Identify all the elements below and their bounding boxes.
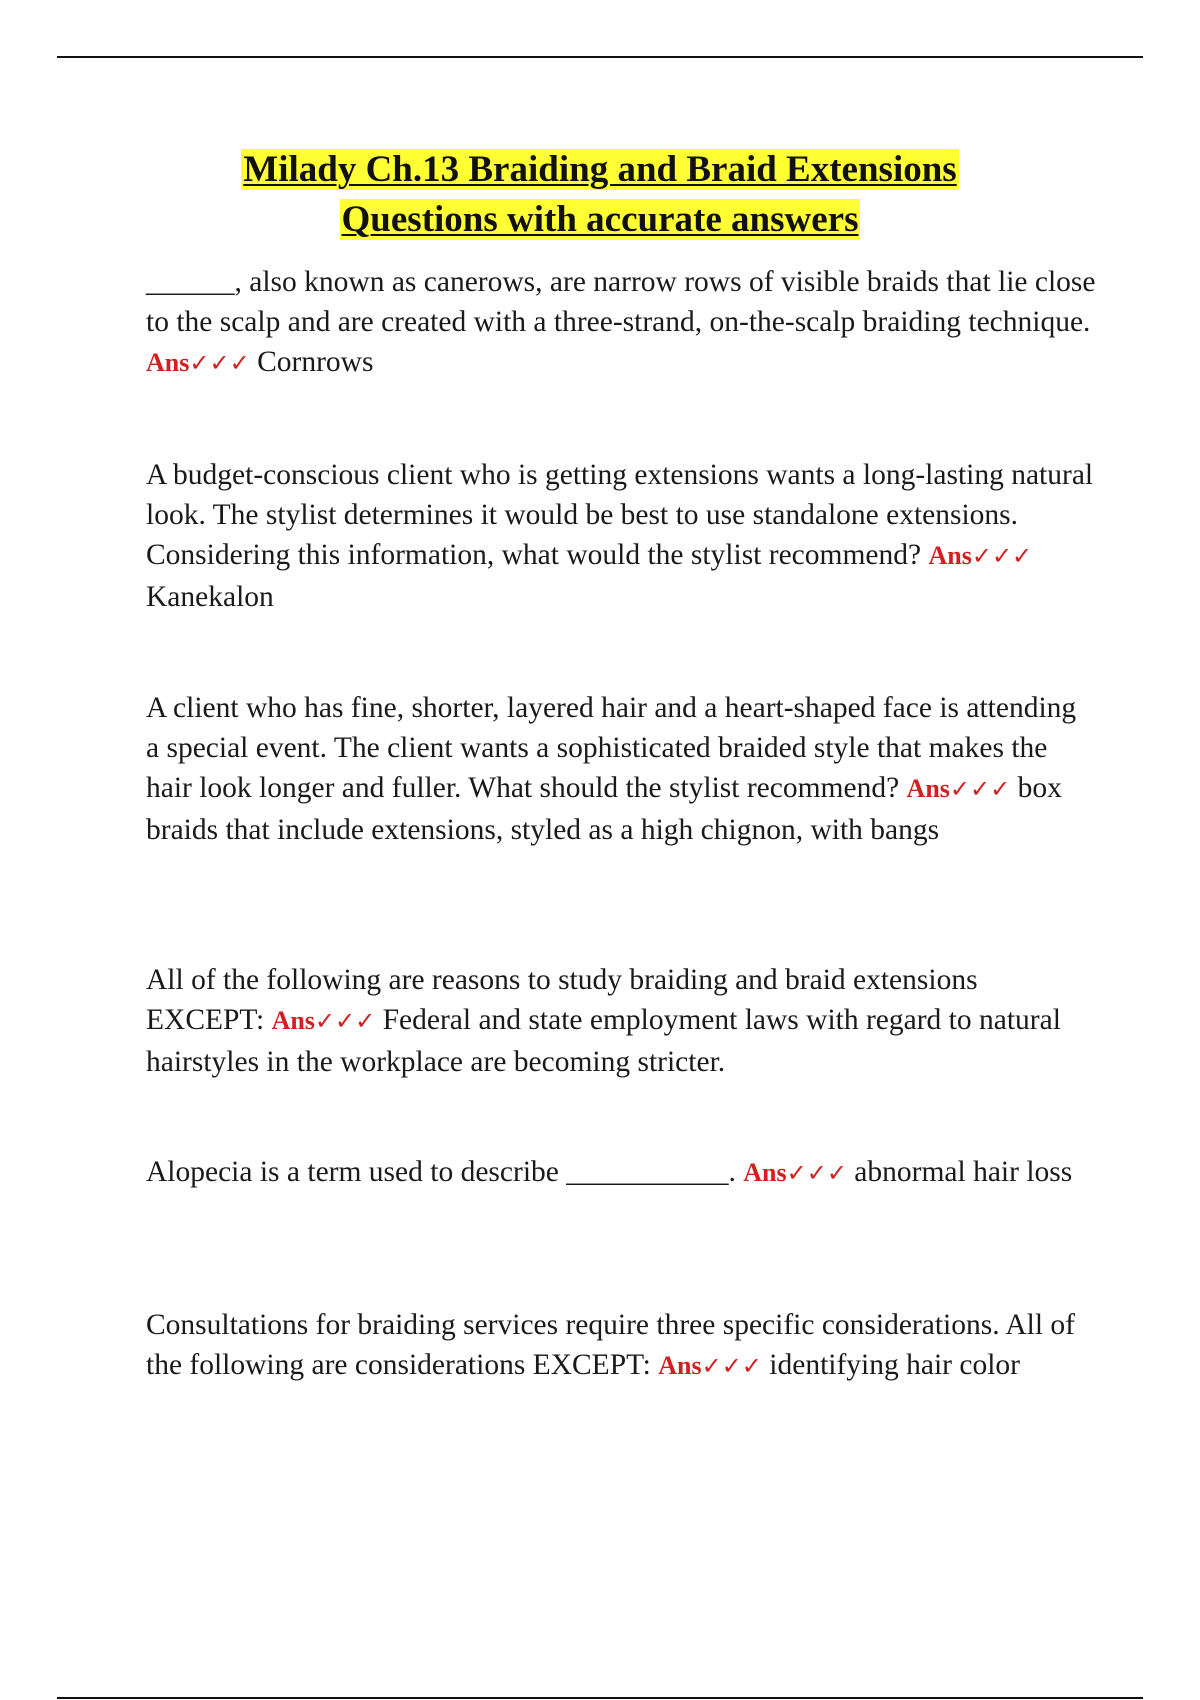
answer-text: box braids that include extensions, styled as a high chignon, with bangs [146, 772, 1062, 846]
check-marks-icon: ✓✓✓ [949, 777, 1011, 803]
qa-item-1 [146, 262, 1096, 384]
question-text: A client who has fine, shorter, layered hair and a heart-shaped face is attending a special event. The client wants a sophisticated braided style that makes the hair look longer and fuller. What should the stylist recommend? [146, 692, 1077, 804]
qa-item-2 [146, 455, 1096, 617]
answer-marker: Ans [906, 774, 950, 803]
question-text: Alopecia is a term used to describe ___________. [146, 1156, 736, 1188]
answer-text: Kanekalon [146, 581, 274, 613]
qa-item-3 [146, 688, 1096, 850]
question-text: ______, also known as canerows, are narrow rows of visible braids that lie close to the scalp and are created with a three-strand, on-the-scalp braiding technique. [146, 266, 1096, 338]
answer-marker: Ans [928, 541, 972, 570]
footer-rule [57, 1697, 1143, 1699]
question-text: A budget-conscious client who is getting extensions wants a long-lasting natural look. The stylist determines it would be best to use standalone extensions. Considering this information, what would the stylist recommend? [146, 459, 1094, 571]
question-text: All of the following are reasons to study braiding and braid extensions EXCEPT: [146, 964, 978, 1036]
answer-marker: Ans [146, 348, 190, 377]
answer-marker: Ans [271, 1006, 315, 1035]
check-marks-icon: ✓✓✓ [189, 351, 250, 377]
check-marks-icon: ✓✓✓ [971, 544, 1033, 570]
answer-text: identifying hair color [769, 1349, 1020, 1381]
check-marks-icon: ✓✓✓ [701, 1354, 762, 1380]
answer-text: abnormal hair loss [854, 1156, 1073, 1188]
qa-item-4 [146, 960, 1096, 1082]
qa-item-6 [146, 1305, 1096, 1387]
check-marks-icon: ✓✓✓ [314, 1009, 376, 1035]
title-line-1: Milady Ch.13 Braiding and Braid Extensions [243, 149, 957, 190]
document-title [0, 145, 1200, 245]
answer-marker: Ans [658, 1351, 702, 1380]
check-marks-icon: ✓✓✓ [786, 1161, 847, 1187]
title-line-2: Questions with accurate answers [341, 199, 859, 240]
answer-text: Federal and state employment laws with regard to natural hairstyles in the workplace are becoming stricter. [146, 1004, 1061, 1078]
question-text: Consultations for braiding services require three specific considerations. All of the following are considerations EXCEPT: [146, 1309, 1075, 1381]
answer-text: Cornrows [257, 346, 374, 378]
qa-item-5 [146, 1152, 1096, 1194]
answer-marker: Ans [743, 1158, 787, 1187]
header-rule [57, 56, 1143, 58]
